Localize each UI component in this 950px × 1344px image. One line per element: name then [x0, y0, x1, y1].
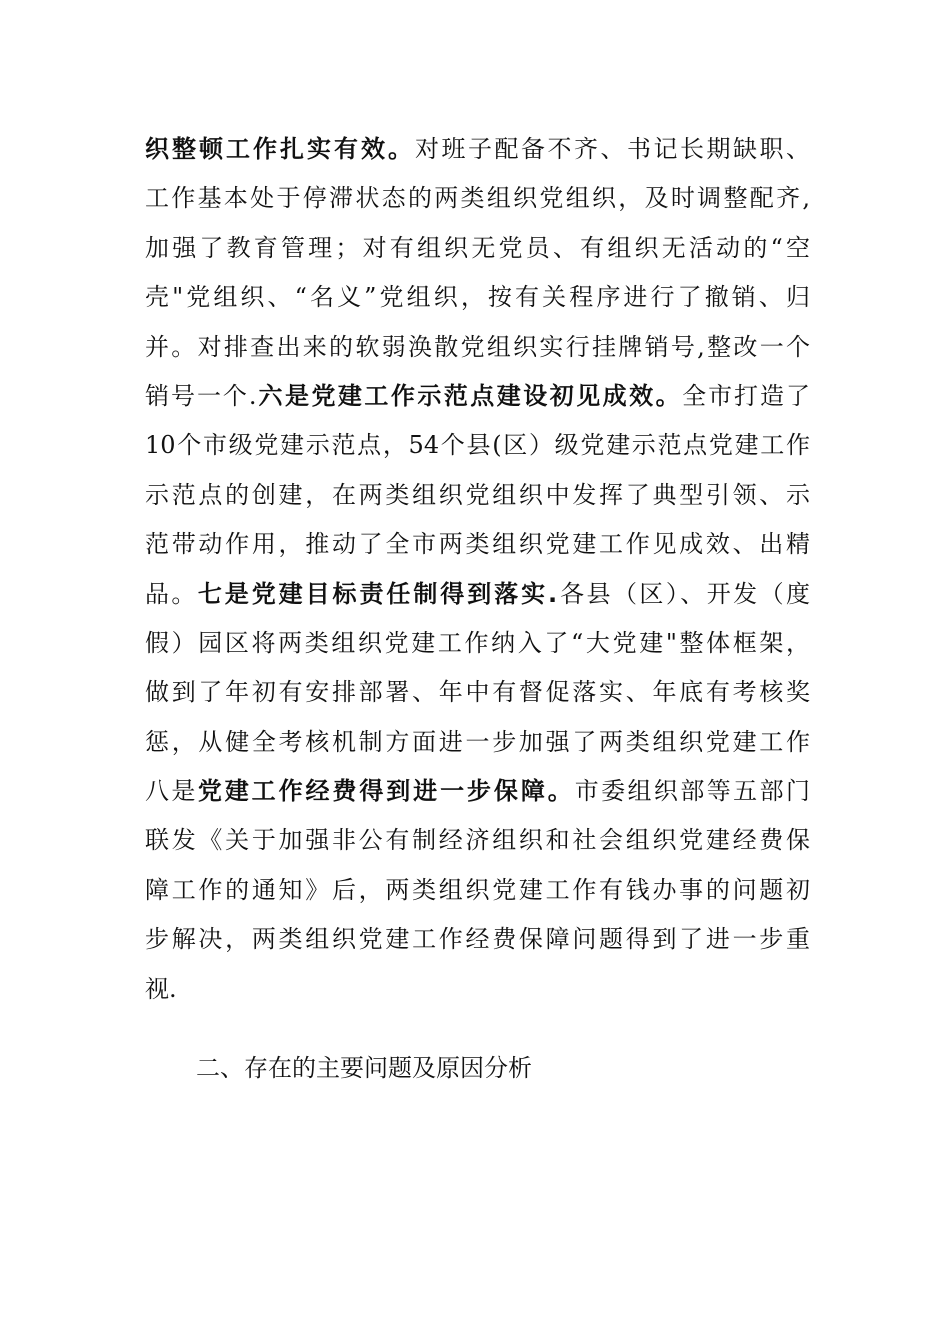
- text-segment: 做到了年初有安排部署、年中有督促落实、年底有考核奖: [145, 678, 810, 707]
- text-segment: 并。对排查出来的软弱涣散党组织实行挂牌销号,整改一个: [145, 332, 810, 361]
- text-segment: 障工作的通知》后，两类组织党建工作有钱办事的问题初: [145, 875, 810, 904]
- text-segment: 10个市级党建示范点，54个县(区）级党建示范点党建工作: [145, 431, 810, 460]
- text-line: [145, 767, 810, 816]
- text-segment: 惩，从健全考核机制方面进一步加强了两类组织党建工作: [145, 727, 810, 756]
- text-segment: 步解决，两类组织党建工作经费保障问题得到了进一步重: [145, 925, 810, 954]
- text-line: [145, 421, 810, 470]
- text-segment: 联发《关于加强非公有制经济组织和社会组织党建经费保: [145, 826, 810, 855]
- text-segment: 加强了教育管理；对有组织无党员、有组织无活动的“空: [145, 233, 810, 262]
- text-segment: 假）园区将两类组织党建工作纳入了“大党建"整体框架，: [145, 628, 810, 657]
- text-line: [145, 372, 810, 421]
- text-line: [145, 915, 810, 964]
- text-line: [145, 323, 810, 372]
- text-line: [145, 174, 810, 223]
- text-segment: 工作基本处于停滞状态的两类组织党组织，及时调整配齐,: [145, 184, 810, 213]
- section-heading: 二、存在的主要问题及原因分析: [196, 1054, 532, 1082]
- text-line: [145, 866, 810, 915]
- text-line: [145, 718, 810, 767]
- text-line: [145, 224, 810, 273]
- text-segment: 范带动作用，推动了全市两类组织党建工作见成效、出精: [145, 530, 810, 559]
- text-line: [145, 273, 810, 322]
- bold-text-segment: 六是党建工作示范点建设初见成效。: [256, 381, 683, 410]
- text-line: [145, 471, 810, 520]
- text-line: [145, 965, 810, 1014]
- text-line: [145, 570, 810, 619]
- bold-text-segment: 党建工作经费得到进一步保障。: [197, 777, 575, 806]
- text-segment: 壳"党组织、“名义”党组织，按有关程序进行了撤销、归: [145, 283, 810, 312]
- text-segment: 八是: [145, 777, 198, 806]
- text-segment: 示范点的创建，在两类组织党组织中发挥了典型引领、示: [145, 480, 810, 509]
- text-segment: 对班子配备不齐、书记长期缺职、: [415, 135, 810, 163]
- text-line: [145, 520, 810, 569]
- text-line: [145, 668, 810, 717]
- text-segment: 销号一个.: [145, 381, 257, 410]
- body-paragraph: [145, 125, 810, 1014]
- text-line: [145, 816, 810, 865]
- text-segment: 视.: [145, 974, 177, 1003]
- bold-text-segment: 织整顿工作扎实有效。: [145, 135, 415, 163]
- text-segment: 各县（区）、开发（度: [557, 579, 811, 608]
- text-line: [145, 125, 810, 174]
- text-segment: 全市打造了: [682, 381, 811, 410]
- text-line: [145, 619, 810, 668]
- text-segment: 品。: [145, 579, 198, 608]
- bold-text-segment: 七是党建目标责任制得到落实.: [197, 579, 558, 608]
- text-segment: 市委组织部等五部门: [574, 777, 811, 806]
